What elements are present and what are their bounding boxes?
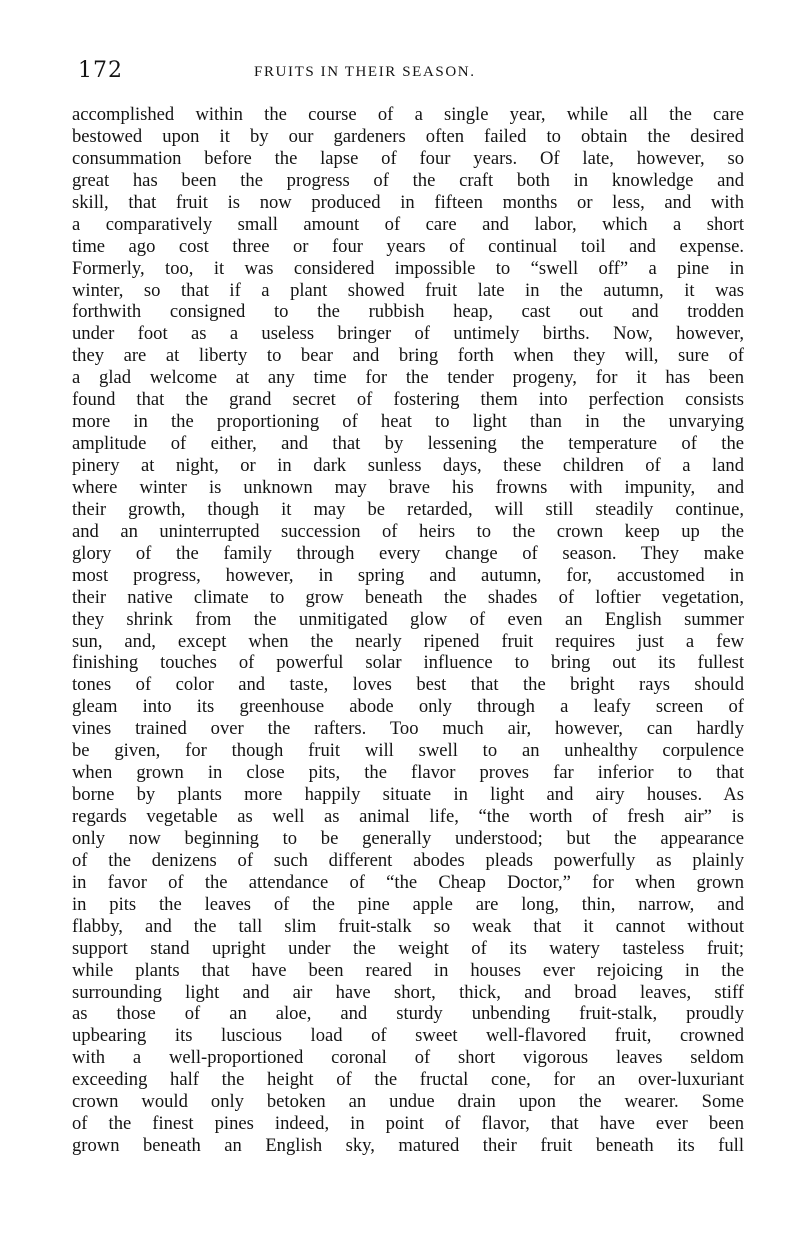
text-line: borne by plants more happily situate in light and airy houses. As [72,784,744,806]
text-line: in pits the leaves of the pine apple are long, thin, narrow, and [72,893,744,915]
running-title: FRUITS IN THEIR SEASON. [254,64,476,80]
text-line: they shrink from the unmitigated glow of even an English summer [72,608,744,630]
text-line: vines trained over the rafters. Too much air, however, can hardly [72,718,744,740]
text-line: a comparatively small amount of care and labor, which a short [72,213,744,235]
text-line: where winter is unknown may brave his frowns with impunity, and [72,476,744,498]
text-line: only now beginning to be generally understood; but the appearance [72,827,744,849]
text-line: and an uninterrupted succession of heirs to the crown keep up the [72,520,744,542]
text-line: of the denizens of such different abodes pleads powerfully as plainly [72,849,744,871]
body-text [72,104,744,1157]
text-line: consummation before the lapse of four years. Of late, however, so [72,147,744,169]
text-line: regards vegetable as well as animal life, “the worth of fresh air” is [72,806,744,827]
text-line: Formerly, too, it was considered impossible to “swell off” a pine in [72,257,744,279]
text-line: crown would only betoken an undue drain upon the wearer. Some [72,1091,744,1113]
text-line: bestowed upon it by our gardeners often failed to obtain the desired [72,125,744,147]
text-line: their native climate to grow beneath the shades of loftier vegetation, [72,586,744,608]
text-line: amplitude of either, and that by lessening the temperature of the [72,433,744,455]
text-line: sun, and, except when the nearly ripened fruit requires just a few [72,630,744,652]
text-line: grown beneath an English sky, matured their fruit beneath its full [72,1135,744,1157]
text-line: be given, for though fruit will swell to an unhealthy corpulence [72,740,744,762]
text-line: surrounding light and air have short, thick, and broad leaves, stiff [72,981,744,1003]
text-line: of the finest pines indeed, in point of flavor, that have ever been [72,1113,744,1135]
running-head [78,58,740,88]
text-line: pinery at night, or in dark sunless days, these children of a land [72,455,744,476]
text-line: flabby, and the tall slim fruit-stalk so weak that it cannot without [72,915,744,937]
text-line: in favor of the attendance of “the Cheap Doctor,” for when grown [72,871,744,893]
text-line: more in the proportioning of heat to light than in the unvarying [72,411,744,433]
text-line: time ago cost three or four years of continual toil and expense. [72,235,744,257]
text-line: under foot as a useless bringer of untimely births. Now, however, [72,323,744,345]
text-line: with a well-proportioned coronal of short vigorous leaves seldom [72,1047,744,1069]
text-line: while plants that have been reared in houses ever rejoicing in the [72,959,744,981]
text-line: great has been the progress of the craft both in knowledge and [72,169,744,191]
text-line: upbearing its luscious load of sweet well-flavored fruit, crowned [72,1025,744,1047]
text-line: gleam into its greenhouse abode only through a leafy screen of [72,696,744,718]
text-line: they are at liberty to bear and bring forth when they will, sure of [72,345,744,367]
text-line: when grown in close pits, the flavor proves far inferior to that [72,762,744,784]
text-line: their growth, though it may be retarded, will still steadily continue, [72,498,744,520]
text-line: tones of color and taste, loves best that the bright rays should [72,674,744,696]
text-line: support stand upright under the weight of its watery tasteless fruit; [72,937,744,959]
text-line: accomplished within the course of a single year, while all the care [72,104,744,125]
page-number: 172 [78,58,123,83]
text-line: found that the grand secret of fostering them into perfection consists [72,389,744,411]
text-line: finishing touches of powerful solar influence to bring out its fullest [72,652,744,674]
text-line: a glad welcome at any time for the tender progeny, for it has been [72,367,744,389]
text-line: as those of an aloe, and sturdy unbending fruit-stalk, proudly [72,1003,744,1025]
text-line: skill, that fruit is now produced in fifteen months or less, and with [72,191,744,213]
text-line: exceeding half the height of the fructal cone, for an over-luxuriant [72,1069,744,1091]
text-line: winter, so that if a plant showed fruit late in the autumn, it was [72,279,744,301]
text-line: forthwith consigned to the rubbish heap, cast out and trodden [72,301,744,323]
text-line: glory of the family through every change of season. They make [72,542,744,564]
text-line: most progress, however, in spring and autumn, for, accustomed in [72,564,744,586]
